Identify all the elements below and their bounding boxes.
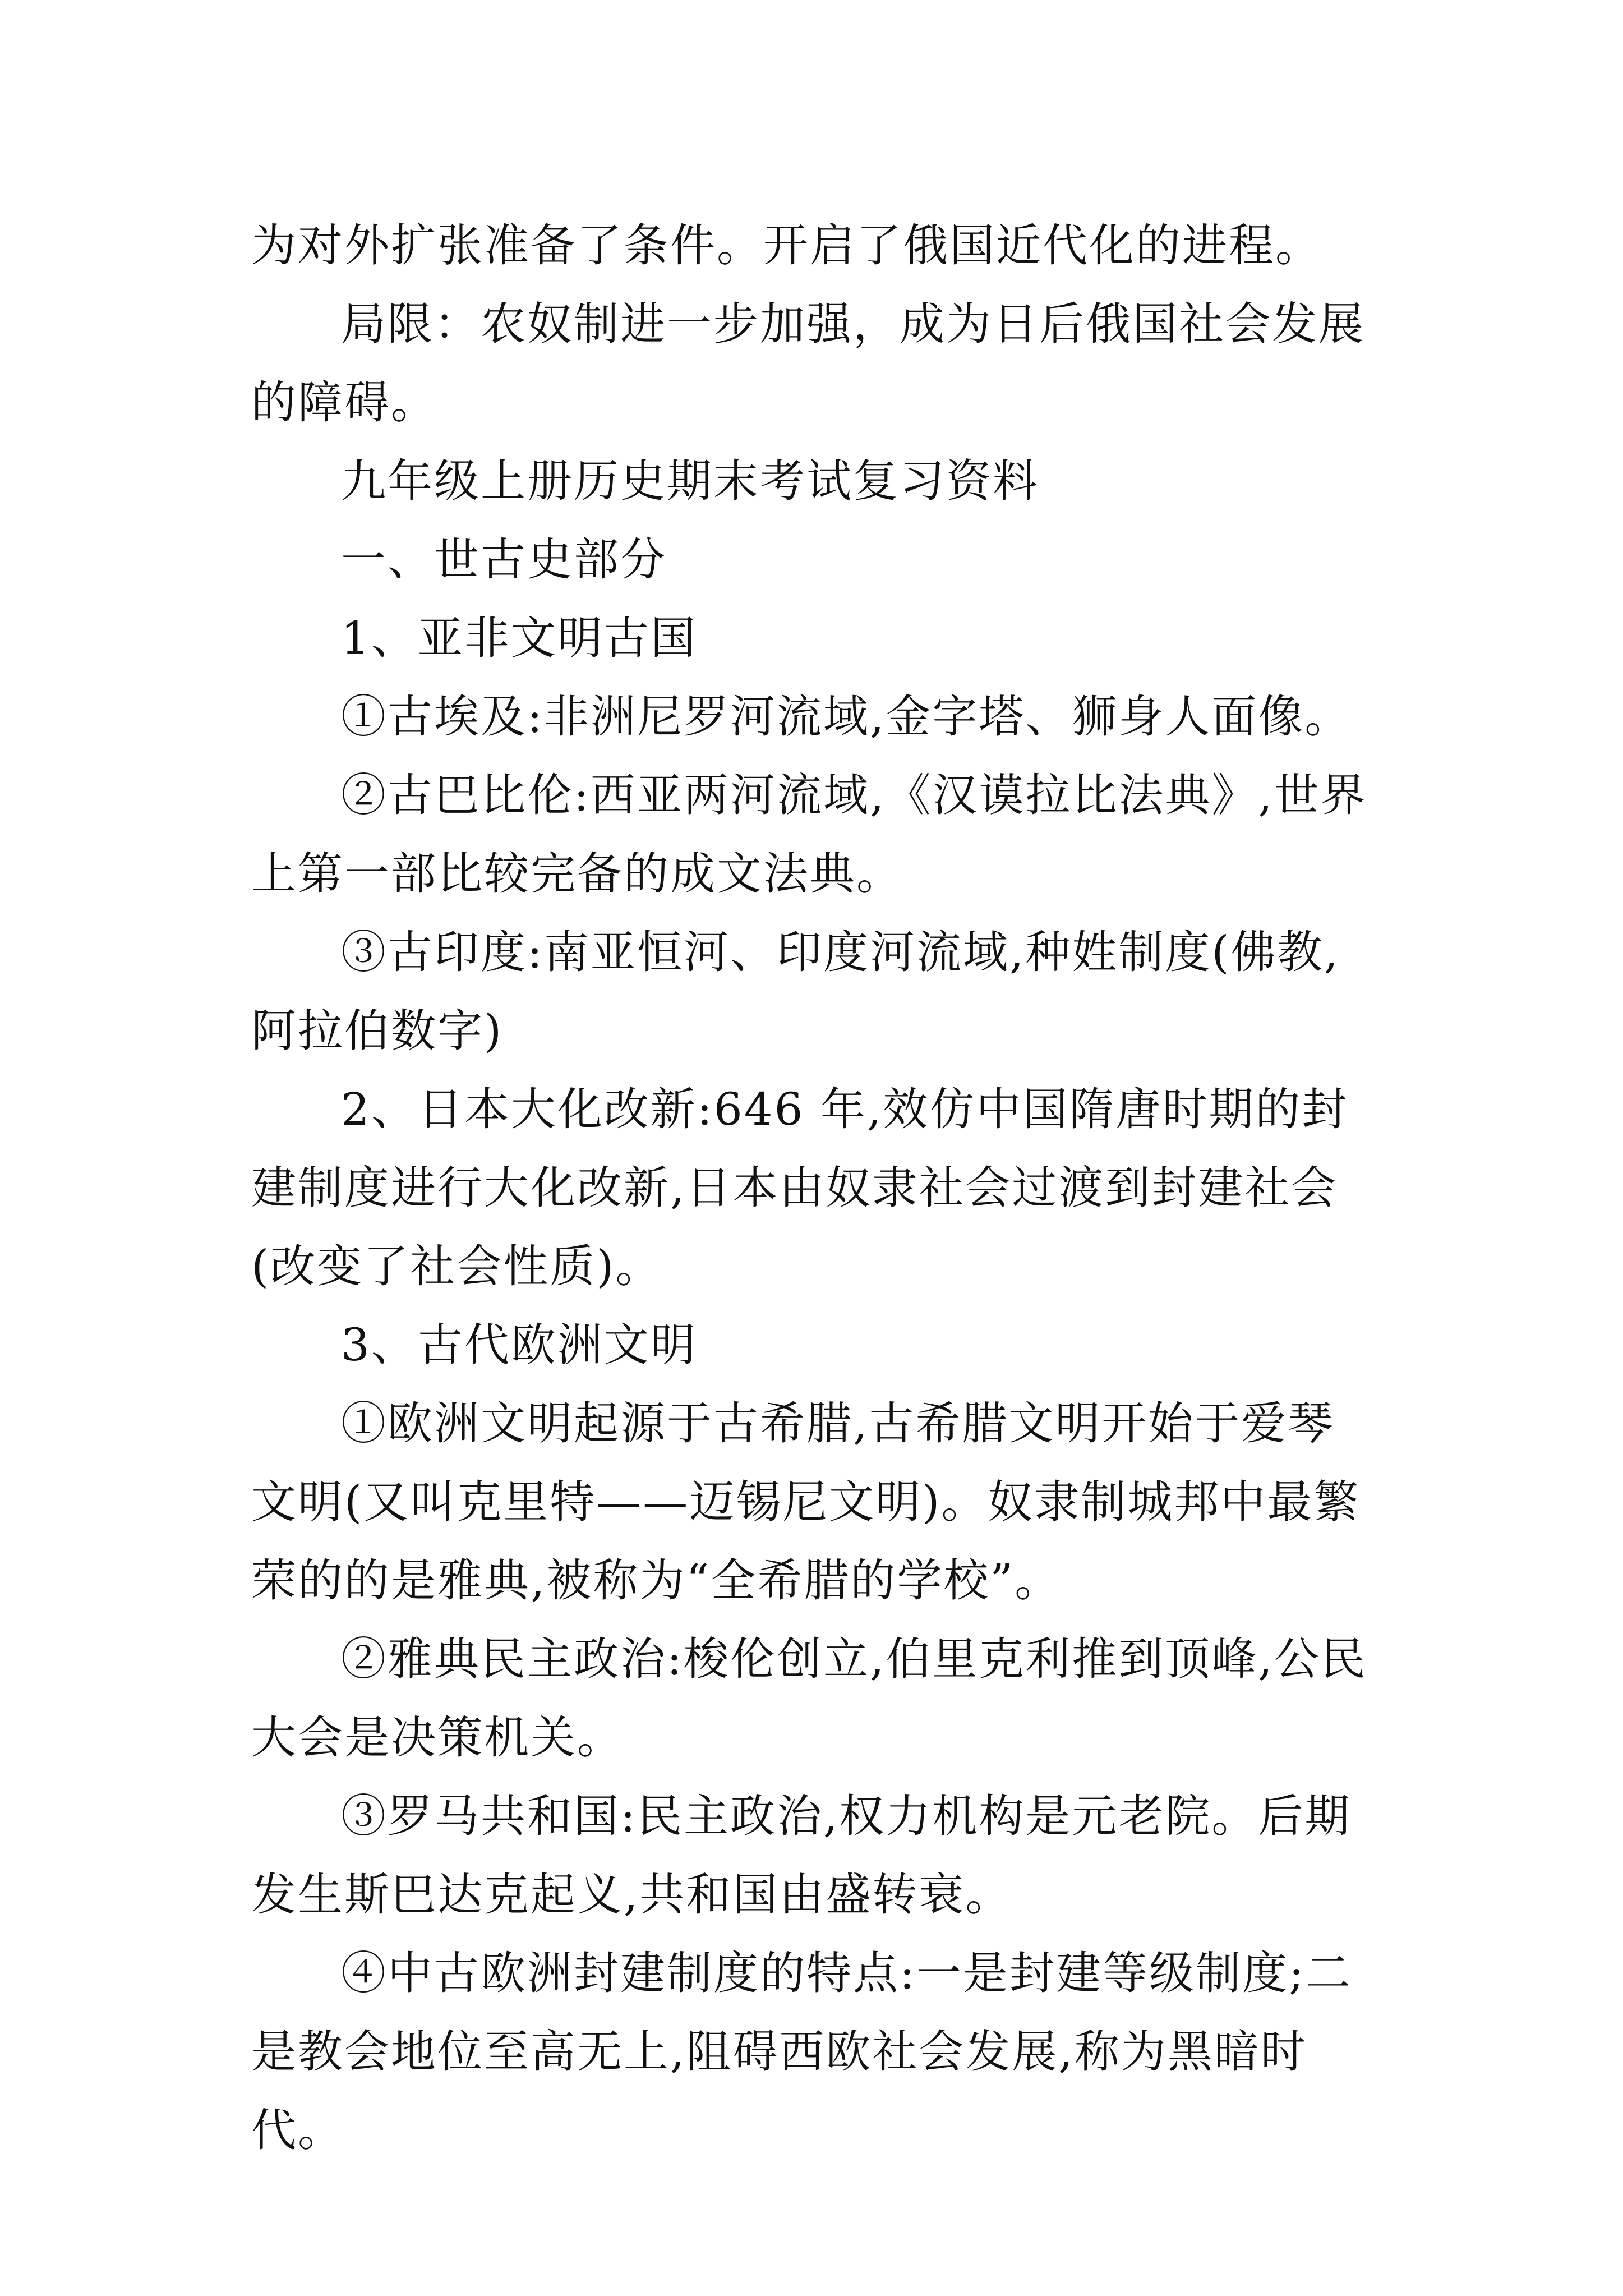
list-item-feudal-europe: ④中古欧洲封建制度的特点:一是封建等级制度;二是教会地位至高无上,阻碍西欧社会发展,称为黑暗时代。 [251, 1947, 1352, 2156]
paragraph-continuation: 为对外扩张准备了条件。开启了俄国近代化的进程。 [251, 219, 1322, 272]
subheading-3: 3、古代欧洲文明 [341, 1319, 697, 1371]
list-item-babylon: ②古巴比伦:西亚两河流域,《汉谟拉比法典》,世界上第一部比较完备的成文法典。 [251, 769, 1367, 900]
list-item-egypt: ①古埃及:非洲尼罗河流域,金字塔、狮身人面像。 [341, 691, 1352, 743]
document-page [251, 206, 1376, 2170]
list-item-india: ③古印度:南亚恒河、印度河流域,种姓制度(佛教,阿拉伯数字) [251, 926, 1340, 1057]
list-item-greece: ①欧洲文明起源于古希腊,古希腊文明开始于爱琴文明(又叫克里特——迈锡尼文明)。奴隶制城邦中最繁荣的的是雅典,被称为“全希腊的学校”。 [251, 1397, 1361, 1607]
subheading-1: 1、亚非文明古国 [341, 612, 697, 664]
part-heading: 一、世古史部分 [341, 533, 667, 586]
section-title: 九年级上册历史期末考试复习资料 [341, 455, 1039, 507]
subheading-2: 2、日本大化改新:646 年,效仿中国隋唐时期的封建制度进行大化改新,日本由奴隶社会过渡到封建社会(改变了社会性质)。 [251, 1083, 1349, 1292]
list-item-athens-democracy: ②雅典民主政治:梭伦创立,伯里克利推到顶峰,公民大会是决策机关。 [251, 1633, 1367, 1764]
paragraph-limitation: 局限：农奴制进一步加强，成为日后俄国社会发展的障碍。 [251, 298, 1365, 429]
list-item-roman-republic: ③罗马共和国:民主政治,权力机构是元老院。后期发生斯巴达克起义,共和国由盛转衰。 [251, 1790, 1352, 1921]
